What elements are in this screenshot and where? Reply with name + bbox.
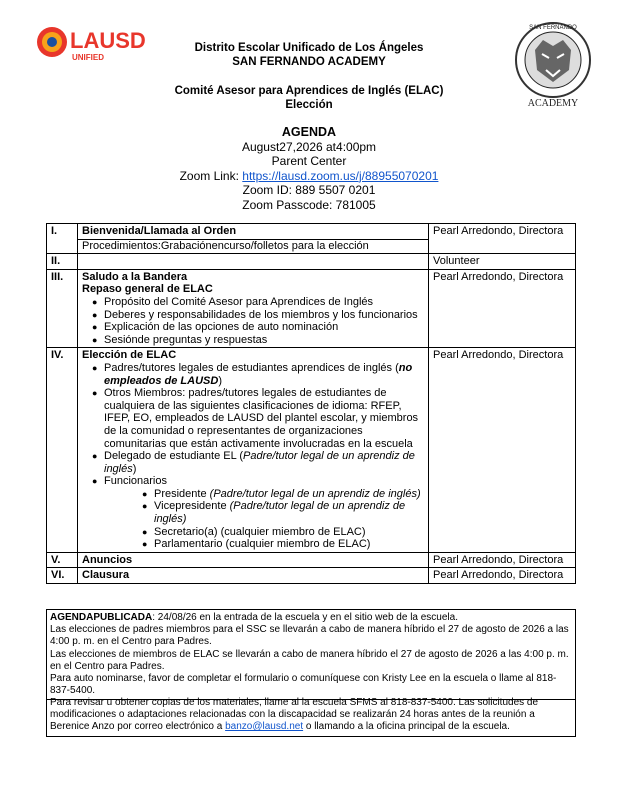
zoom-label: Zoom Link: [179, 168, 243, 183]
list-item: ● Padres/tutores legales de estudiantes aprendices de inglés (no empleados de LAUSD) [92, 362, 424, 387]
row-list [92, 296, 424, 346]
meeting-type: Elección [285, 99, 333, 111]
officer-list [142, 488, 424, 551]
list-item: ● Sesiónde preguntas y respuestas [92, 334, 424, 347]
row-presenter: Pearl Arredondo, Directora [429, 552, 576, 568]
contact-email-link[interactable]: banzo@lausd.net [225, 721, 304, 733]
list-item: ● Delegado de estudiante EL (Padre/tutor legal de un aprendiz de inglés) [92, 450, 424, 475]
list-item: ● Funcionarios [92, 475, 424, 488]
lausd-logo-sub: UNIFIED [72, 53, 104, 62]
row-number: IV. [47, 348, 78, 553]
row-title: Elección de ELAC [82, 349, 177, 362]
list-item: ● Otros Miembros: padres/tutores legales de estudiantes de cualquiera de las siguientes clasificaciones de idioma: RFEP, IFEP, EO, empleados de LAUSD del plantel escolar, y miembros de la comunidad o representantes de organizaciones comunitarias que están activamente involucradas en la escuela [92, 387, 424, 450]
sf-logo-top-text: SAN FERNANDO [529, 25, 577, 31]
agenda-header [0, 125, 618, 212]
zoom-line [0, 169, 618, 184]
row-number: II. [47, 254, 78, 270]
agenda-title: AGENDA [281, 125, 337, 139]
row-topic [78, 224, 429, 254]
agenda-row-1 [47, 224, 576, 254]
row-topic [78, 269, 429, 348]
committee-name: Comité Asesor para Aprendices de Inglés (ELAC) [174, 85, 444, 97]
list-item: ● Secretario(a) (cualquier miembro de ELAC) [142, 526, 424, 539]
school-name: SAN FERNANDO ACADEMY [232, 56, 386, 68]
row-number: V. [47, 552, 78, 568]
zoom-id: Zoom ID: 889 5507 0201 [242, 183, 376, 197]
row-presenter: Pearl Arredondo, Directora [429, 224, 576, 254]
row-number: VI. [47, 568, 78, 584]
posted-line: AGENDAPUBLICADA: 24/08/26 en la entrada de la escuela y en el sitio web de la escuela. [50, 612, 458, 623]
list-item: ● Parlamentario (cualquier miembro de ELAC) [142, 538, 424, 551]
row-title: Bienvenida/Llamada al Orden [82, 225, 237, 237]
row-title-2: Repaso general de ELAC [82, 283, 213, 296]
row-presenter: Pearl Arredondo, Directora [429, 269, 576, 348]
list-item: ● Deberes y responsabilidades de los miembros y los funcionarios [92, 309, 424, 322]
agenda-row-2 [47, 254, 576, 270]
district-name: Distrito Escolar Unificado de Los Ángeles [194, 42, 424, 54]
agenda-row-6 [47, 568, 576, 584]
row-topic [78, 254, 429, 270]
list-item: ● Vicepresidente (Padre/tutor legal de un aprendiz de inglés) [142, 500, 424, 525]
zoom-link[interactable]: https://lausd.zoom.us/j/88955070201 [242, 168, 439, 183]
list-item: ● Presidente (Padre/tutor legal de un aprendiz de inglés) [142, 488, 424, 501]
agenda-row-4 [47, 348, 576, 553]
posting-notes [46, 609, 576, 700]
posted-label: AGENDAPUBLICADA [50, 612, 153, 623]
row-presenter: Pearl Arredondo, Directora [429, 348, 576, 553]
zoom-passcode: Zoom Passcode: 781005 [242, 197, 376, 212]
list-item: ● Explicación de las opciones de auto nominación [92, 321, 424, 334]
agenda-row-5 [47, 552, 576, 568]
row-title: Clausura [78, 568, 429, 584]
note-elac: Las elecciones de miembros de ELAC se llevarán a cabo de manera híbrido el 27 de agosto de 2026 a las 4:00 p. m. en el Centro para Padres. [50, 648, 569, 672]
row-topic [78, 348, 429, 553]
agenda-location: Parent Center [271, 154, 347, 168]
sf-logo-bottom-text: ACADEMY [527, 98, 579, 108]
row-list [92, 362, 424, 488]
note-ssc: Las elecciones de padres miembros para el SSC se llevarán a cabo de manera híbrido el 27 de agosto de 2026 a las 4:00 p. m. en el Centro para Padres. [50, 624, 569, 648]
agenda-row-3 [47, 269, 576, 348]
row-presenter: Volunteer [429, 254, 576, 270]
row-number: III. [47, 269, 78, 348]
row-title: Anuncios [78, 552, 429, 568]
note-nomination: Para auto nominarse, favor de completar el formulario o comuníquese con Kristy Lee en la escuela o llame al 818-837-5400. [50, 673, 557, 697]
row-presenter: Pearl Arredondo, Directora [429, 568, 576, 584]
list-item: ● Propósito del Comité Asesor para Aprendices de Inglés [92, 296, 424, 309]
lausd-logo-text: LAUSD [70, 28, 146, 53]
agenda-date: August27,2026 at4:00pm [241, 139, 377, 154]
accessibility-notes: Para revisar u obtener copias de los materiales, llame al la escuela SFMS al 818-837-5400. Las solicitudes de modificaciones o adaptaciones relacionadas con la discapacidad se realizarán 24 horas antes de la reunión a Berenice Anzo por correo electrónico a banzo@lausd.net o llamando a la oficina principal de la escuela. [46, 695, 576, 737]
row-subtitle: Procedimientos:Grabaciónencurso/folletos para la elección [78, 239, 428, 253]
row-number: I. [47, 224, 78, 254]
row-title: Saludo a la Bandera [82, 270, 188, 283]
agenda-table [46, 223, 576, 584]
